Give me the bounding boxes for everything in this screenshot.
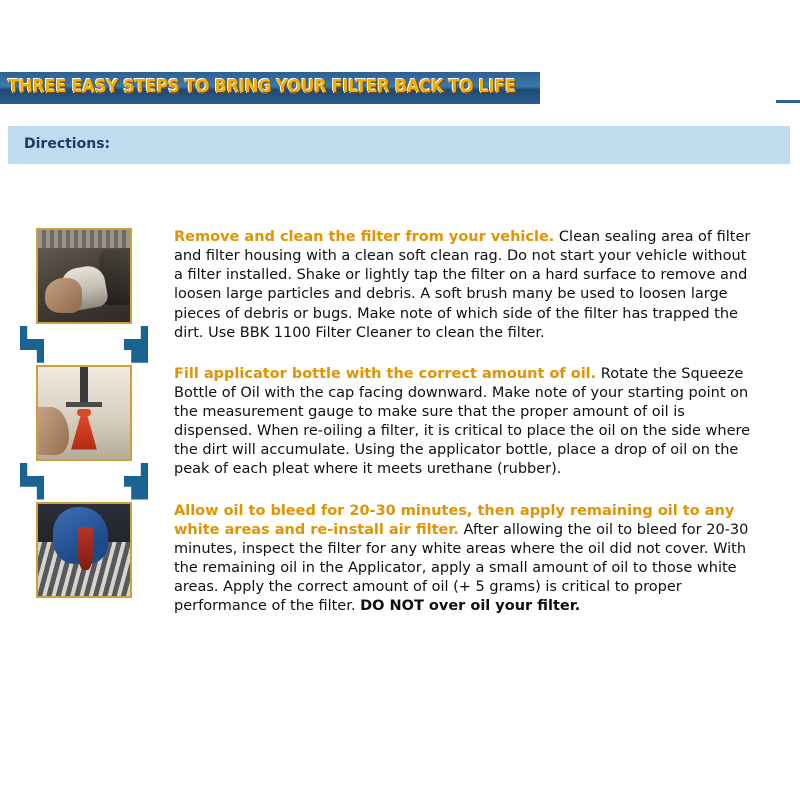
directions-bar xyxy=(8,126,790,164)
photo-artwork xyxy=(38,504,130,596)
list-item xyxy=(0,502,800,617)
bracket-top-left-icon xyxy=(20,339,44,363)
banner-right-rule xyxy=(776,100,800,103)
step-body: After allowing the oil to bleed for 20-30 minutes, inspect the filter for any white areas where the oil did not cover. With the remaining oil in the Applicator, apply a small amount of oil to those white areas. Apply the correct amount of oil (+ 5 grams) is critical to proper performance of the filter. xyxy=(174,521,749,615)
steps-list xyxy=(0,228,800,638)
step-image-frame xyxy=(20,228,148,324)
step-image-frame xyxy=(20,365,148,461)
bracket-top-right-icon xyxy=(124,339,148,363)
photo-artwork xyxy=(38,230,130,322)
list-item xyxy=(0,228,800,343)
photo-artwork xyxy=(38,367,130,459)
step-body: Rotate the Squeeze Bottle of Oil with the cap facing downward. Make note of your starting point on the measurement gauge to make sure that the proper amount of oil is dispensed. When re-oiling a filter, it is critical to place the oil on the side where the dirt will accumulate. Using the applicator bottle, place a drop of oil on the peak of each pleat where it meets urethane (rubber). xyxy=(174,365,751,478)
step-body-emphasis: DO NOT over oil your filter. xyxy=(360,598,581,615)
bracket-top-left-icon xyxy=(20,476,44,500)
bracket-top-right-icon xyxy=(124,476,148,500)
step-heading: Remove and clean the filter from your vehicle. xyxy=(174,229,555,245)
directions-label: Directions: xyxy=(24,136,111,152)
step-text-1 xyxy=(174,228,752,343)
step-heading: Fill applicator bottle with the correct amount of oil. xyxy=(174,365,597,382)
page-banner xyxy=(0,72,800,104)
list-item xyxy=(0,365,800,480)
step-image-frame xyxy=(20,502,148,598)
step-text-2 xyxy=(174,365,752,480)
banner-title: THREE EASY STEPS TO BRING YOUR FILTER BACK TO LIFE xyxy=(8,76,516,97)
step-photo-2 xyxy=(36,365,132,461)
step-photo-1 xyxy=(36,228,132,324)
step-heading: Allow oil to bleed for 20-30 minutes, then apply remaining oil to any white areas and re-install air filter. xyxy=(174,502,735,538)
step-text-3 xyxy=(174,502,752,617)
step-photo-3 xyxy=(36,502,132,598)
step-body: Clean sealing area of filter and filter housing with a clean soft clean rag. Do not start your vehicle without a filter installed. Shake or lightly tap the filter on a hard surface to remove and loosen large particles and debris. A soft brush many be used to loosen large pieces of debris or bugs. Make note of which side of the filter has trapped the dirt. Use BBK 1100 Filter Cleaner to clean the filter. xyxy=(174,229,751,341)
